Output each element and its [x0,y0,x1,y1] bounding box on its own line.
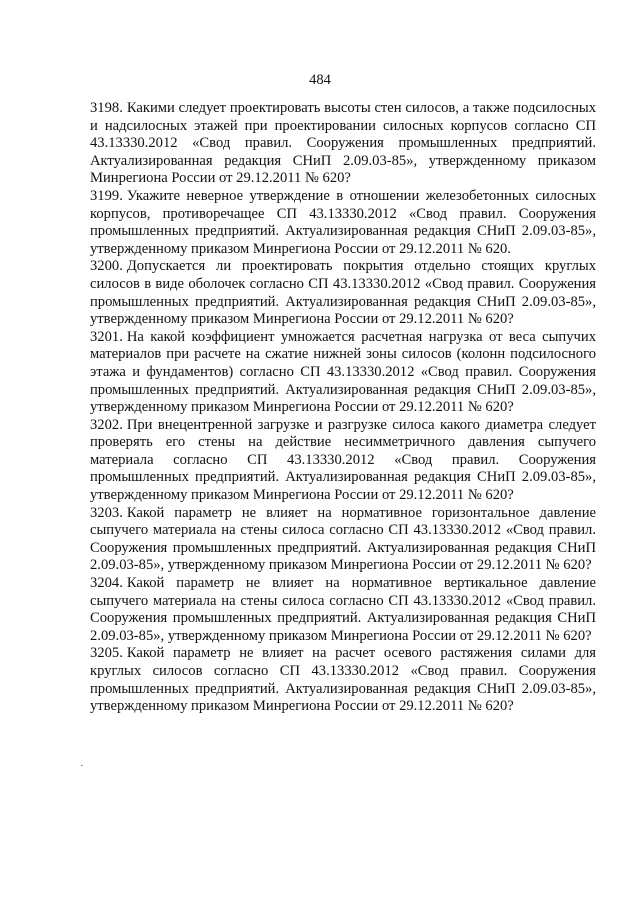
question-text: Какими следует проектировать высоты стен силосов, а также подсилосных и надсилосных этажей при проектировании силосных корпусов согласно СП 43.13330.2012 «Свод правил. Сооружения промышленных предприятий. Актуализированная редакция СНиП 2.09.03-85», утвержденному приказом Минрегиона России от 29.12.2011 № 620? [90,100,596,187]
question-item [90,417,596,505]
page-number: 484 [309,72,331,88]
question-number: 3198. [90,100,123,116]
question-text: Какой параметр не влияет на нормативное горизонтальное давление сыпучего материала на стены силоса согласно СП 43.13330.2012 «Свод правил. Сооружения промышленных предприятий. Актуализированная редакция СНиП 2.09.03-85», утвержденному приказом Минрегиона России от 29.12.2011 № 620? [90,504,596,574]
question-number: 3204. [90,575,123,592]
question-item [90,645,596,715]
question-number: 3201. [90,328,123,345]
question-item [90,100,596,188]
question-item [90,505,596,575]
question-text: Допускается ли проектировать покрытия отдельно стоящих круглых силосов в виде оболочек согласно СП 43.13330.2012 «Свод правил. Сооружения промышленных предприятий. Актуализированная редакция СНиП 2.09.03-85», утвержденному приказом Минрегиона России от 29.12.2011 № 620? [90,258,596,328]
question-number: 3200. [90,258,123,275]
question-text: Укажите неверное утверждение в отношении железобетонных силосных корпусов, противоречащее СП 43.13330.2012 «Свод правил. Сооружения промышленных предприятий. Актуализированная редакция СНиП 2.09.03-85», утвержденному приказом Минрегиона России от 29.12.2011 № 620. [90,187,596,257]
question-list [90,100,596,716]
question-text: Какой параметр не влияет на нормативное вертикальное давление сыпучего материала на стены силоса согласно СП 43.13330.2012 «Свод правил. Сооружения промышленных предприятий. Актуализированная редакция СНиП 2.09.03-85», утвержденному приказом Минрегиона России от 29.12.2011 № 620? [90,575,596,644]
scan-speck: · [80,760,84,772]
question-text: Какой параметр не влияет на расчет осевого растяжения силами для круглых силосов согласно СП 43.13330.2012 «Свод правил. Сооружения промышленных предприятий. Актуализированная редакция СНиП 2.09.03-85», утвержденному приказом Минрегиона России от 29.12.2011 № 620? [90,645,596,715]
question-text: На какой коэффициент умножается расчетная нагрузка от веса сыпучих материалов при расчете на сжатие нижней зоны силосов (колонн подсилосного этажа и фундаментов) согласно СП 43.13330.2012 «Свод правил. Сооружения промышленных предприятий. Актуализированная редакция СНиП 2.09.03-85», утвержденному приказом Минрегиона России от 29.12.2011 № 620? [90,328,596,416]
question-item [90,258,596,328]
question-item [90,329,596,417]
question-item [90,575,596,645]
question-text: При внецентренной загрузке и разгрузке силоса какого диаметра следует проверять его стены на действие несимметричного давления сыпучего материала согласно СП 43.13330.2012 «Свод правил. Сооружения промышленных предприятий. Актуализированная редакция СНиП 2.09.03-85», утвержденному приказом Минрегиона России от 29.12.2011 № 620? [90,416,596,504]
question-number: 3202. [90,416,123,433]
question-number: 3205. [90,645,123,662]
question-item [90,188,596,258]
question-number: 3199. [90,187,123,204]
question-number: 3203. [90,504,123,521]
